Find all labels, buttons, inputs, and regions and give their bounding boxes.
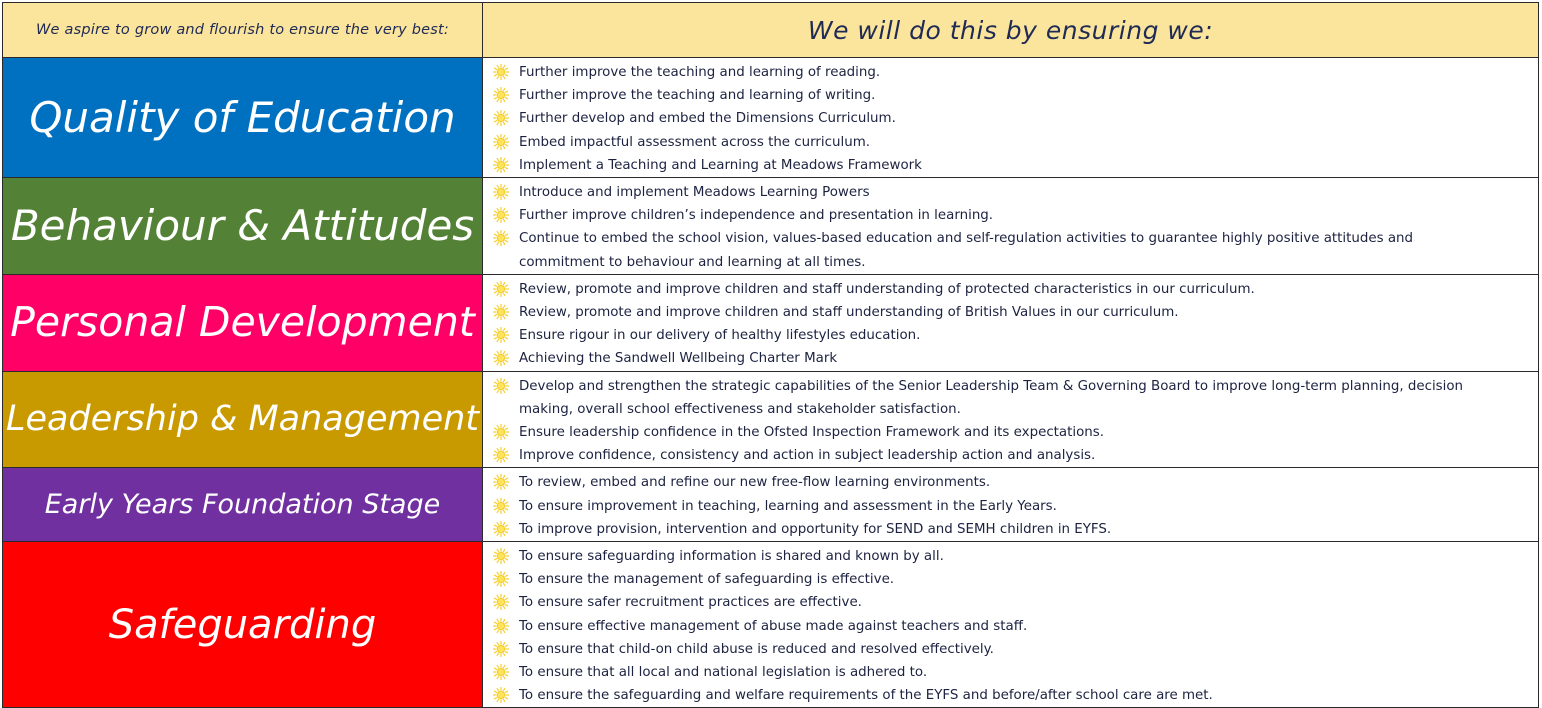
bullet-list (483, 61, 1538, 177)
header-right-cell (483, 3, 1539, 58)
section-row-quality-of-education (3, 58, 1539, 178)
list-item: Further improve children’s independence and presentation in learning. (483, 204, 1538, 227)
section-title-cell (3, 468, 483, 542)
list-item: Develop and strengthen the strategic capabilities of the Senior Leadership Team & Governing Board to improve long-term planning, decision making, overall school effectiveness and stakeholder satisfaction. (483, 375, 1538, 421)
list-item: To ensure safeguarding information is shared and known by all. (483, 545, 1538, 568)
list-item: To ensure the safeguarding and welfare requirements of the EYFS and before/after school care are met. (483, 684, 1538, 707)
sun-icon (493, 87, 509, 103)
list-item: Further improve the teaching and learning of reading. (483, 61, 1538, 84)
sun-icon (493, 110, 509, 126)
section-title: Quality of Education (29, 92, 456, 142)
sun-icon (493, 521, 509, 537)
sun-icon (493, 230, 509, 246)
header-left-cell (3, 3, 483, 58)
section-items-cell (483, 58, 1539, 178)
sun-icon (493, 548, 509, 564)
sun-icon (493, 474, 509, 490)
bullet-list (483, 471, 1538, 541)
section-items-cell (483, 371, 1539, 468)
section-row-personal-development (3, 274, 1539, 371)
list-item: Further improve the teaching and learning of writing. (483, 84, 1538, 107)
list-item: To ensure safer recruitment practices are effective. (483, 591, 1538, 614)
list-item: To review, embed and refine our new free-flow learning environments. (483, 471, 1538, 494)
list-item: Further develop and embed the Dimensions Curriculum. (483, 107, 1538, 130)
sun-icon (493, 498, 509, 514)
header-left-text: We aspire to grow and flourish to ensure the very best: (36, 22, 449, 38)
section-items-cell (483, 274, 1539, 371)
section-title-cell (3, 178, 483, 275)
header-right-text: We will do this by ensuring we: (807, 15, 1214, 45)
list-item: To ensure that child-on child abuse is reduced and resolved effectively. (483, 638, 1538, 661)
sun-icon (493, 157, 509, 173)
list-item: To improve provision, intervention and opportunity for SEND and SEMH children in EYFS. (483, 518, 1538, 541)
sun-icon (493, 424, 509, 440)
list-item: Improve confidence, consistency and action in subject leadership action and analysis. (483, 444, 1538, 467)
bullet-list (483, 375, 1538, 468)
section-row-behaviour-attitudes (3, 178, 1539, 275)
section-row-safeguarding (3, 542, 1539, 708)
bullet-list (483, 545, 1538, 707)
section-row-leadership-management (3, 371, 1539, 468)
section-title: Safeguarding (108, 601, 377, 648)
sun-icon (493, 350, 509, 366)
sun-icon (493, 594, 509, 610)
section-title-cell (3, 58, 483, 178)
bullet-list (483, 181, 1538, 274)
section-title: Early Years Foundation Stage (44, 489, 441, 521)
sun-icon (493, 378, 509, 394)
list-item: Achieving the Sandwell Wellbeing Charter Mark (483, 347, 1538, 370)
sun-icon (493, 134, 509, 150)
sun-icon (493, 641, 509, 657)
sun-icon (493, 571, 509, 587)
section-row-early-years (3, 468, 1539, 542)
list-item: To ensure effective management of abuse made against teachers and staff. (483, 615, 1538, 638)
sun-icon (493, 64, 509, 80)
list-item: Implement a Teaching and Learning at Meadows Framework (483, 154, 1538, 177)
section-title-cell (3, 274, 483, 371)
section-items-cell (483, 178, 1539, 275)
section-items-cell (483, 542, 1539, 708)
sun-icon (493, 281, 509, 297)
list-item: To ensure improvement in teaching, learning and assessment in the Early Years. (483, 495, 1538, 518)
section-title: Personal Development (10, 298, 475, 347)
sun-icon (493, 687, 509, 703)
bullet-list (483, 278, 1538, 371)
section-items-cell (483, 468, 1539, 542)
section-title: Behaviour & Attitudes (10, 200, 475, 250)
list-item: To ensure that all local and national legislation is adhered to. (483, 661, 1538, 684)
list-item: Ensure leadership confidence in the Ofsted Inspection Framework and its expectations. (483, 421, 1538, 444)
list-item: Introduce and implement Meadows Learning Powers (483, 181, 1538, 204)
list-item: Continue to embed the school vision, values-based education and self-regulation activities to guarantee highly positive attitudes and commitment to behaviour and learning at all times. (483, 227, 1538, 273)
sun-icon (493, 184, 509, 200)
list-item: To ensure the management of safeguarding is effective. (483, 568, 1538, 591)
sun-icon (493, 618, 509, 634)
list-item: Review, promote and improve children and staff understanding of British Values in our curriculum. (483, 301, 1538, 324)
section-title-cell (3, 371, 483, 468)
section-title-cell (3, 542, 483, 708)
sun-icon (493, 327, 509, 343)
list-item: Ensure rigour in our delivery of healthy lifestyles education. (483, 324, 1538, 347)
sun-icon (493, 447, 509, 463)
header-row (3, 3, 1539, 58)
list-item: Embed impactful assessment across the curriculum. (483, 131, 1538, 154)
sun-icon (493, 664, 509, 680)
sun-icon (493, 304, 509, 320)
list-item: Review, promote and improve children and staff understanding of protected characteristics in our curriculum. (483, 278, 1538, 301)
school-priorities-table (2, 2, 1539, 708)
sun-icon (493, 207, 509, 223)
section-title: Leadership & Management (5, 399, 480, 440)
